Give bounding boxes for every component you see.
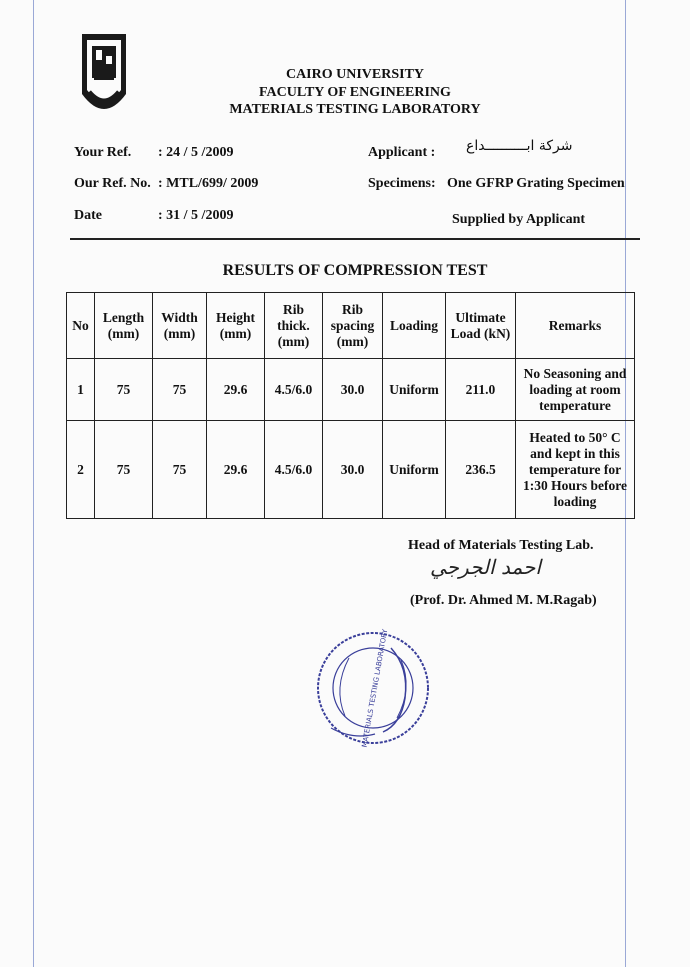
table-header-row bbox=[67, 293, 635, 359]
col-header-remarks: Remarks bbox=[516, 293, 635, 359]
col-header-loading: Loading bbox=[383, 293, 446, 359]
cell-rib-thick: 4.5/6.0 bbox=[265, 421, 323, 519]
signature-handwritten: احمد الجرجي bbox=[430, 555, 541, 579]
header-line-1: CAIRO UNIVERSITY bbox=[285, 67, 425, 82]
cell-remarks: Heated to 50° C and kept in this temperature for 1:30 Hours before loading bbox=[516, 421, 635, 519]
applicant-label: Applicant : bbox=[368, 145, 436, 160]
cell-width: 75 bbox=[153, 421, 207, 519]
cell-no: 1 bbox=[67, 359, 95, 421]
cell-ultimate-load: 236.5 bbox=[446, 421, 516, 519]
table-row bbox=[67, 359, 635, 421]
cell-length: 75 bbox=[95, 359, 153, 421]
our-ref-label: Our Ref. No. bbox=[74, 176, 151, 191]
cell-loading: Uniform bbox=[383, 359, 446, 421]
cell-remarks: No Seasoning and loading at room temperature bbox=[516, 359, 635, 421]
specimens-value: One GFRP Grating Specimen bbox=[447, 176, 625, 191]
table-row bbox=[67, 421, 635, 519]
cell-rib-spacing: 30.0 bbox=[323, 421, 383, 519]
signature-name: (Prof. Dr. Ahmed M. M.Ragab) bbox=[410, 593, 597, 608]
header-line-3: MATERIALS TESTING LABORATORY bbox=[229, 102, 481, 117]
cell-height: 29.6 bbox=[207, 421, 265, 519]
header-divider bbox=[70, 238, 640, 240]
our-ref-value: : MTL/699/ 2009 bbox=[158, 176, 259, 191]
left-margin-line bbox=[33, 0, 34, 967]
specimens-label: Specimens: bbox=[368, 176, 436, 191]
cell-width: 75 bbox=[153, 359, 207, 421]
col-header-rib-thick: Rib thick. (mm) bbox=[265, 293, 323, 359]
results-table bbox=[66, 292, 635, 519]
cell-rib-spacing: 30.0 bbox=[323, 359, 383, 421]
col-header-height: Height (mm) bbox=[207, 293, 265, 359]
date-label: Date bbox=[74, 208, 102, 223]
cell-length: 75 bbox=[95, 421, 153, 519]
cairo-university-logo-icon bbox=[80, 32, 128, 118]
cell-height: 29.6 bbox=[207, 359, 265, 421]
date-value: : 31 / 5 /2009 bbox=[158, 208, 234, 223]
col-header-ultimate-load: Ultimate Load (kN) bbox=[446, 293, 516, 359]
cell-no: 2 bbox=[67, 421, 95, 519]
page-title: RESULTS OF COMPRESSION TEST bbox=[222, 262, 488, 279]
stamp-text: MATERIALS TESTING LABORATORY bbox=[360, 628, 390, 748]
cell-rib-thick: 4.5/6.0 bbox=[265, 359, 323, 421]
header-line-2: FACULTY OF ENGINEERING bbox=[259, 85, 451, 100]
supplied-by: Supplied by Applicant bbox=[452, 212, 586, 227]
col-header-width: Width (mm) bbox=[153, 293, 207, 359]
your-ref-value: : 24 / 5 /2009 bbox=[158, 145, 234, 160]
signature-title: Head of Materials Testing Lab. bbox=[408, 538, 594, 553]
your-ref-label: Your Ref. bbox=[74, 145, 132, 160]
col-header-rib-spacing: Rib spacing (mm) bbox=[323, 293, 383, 359]
cell-loading: Uniform bbox=[383, 421, 446, 519]
cell-ultimate-load: 211.0 bbox=[446, 359, 516, 421]
laboratory-stamp-icon bbox=[313, 628, 433, 748]
applicant-value: شركة ابــــــــــداع bbox=[466, 138, 573, 154]
col-header-length: Length (mm) bbox=[95, 293, 153, 359]
col-header-no: No bbox=[67, 293, 95, 359]
